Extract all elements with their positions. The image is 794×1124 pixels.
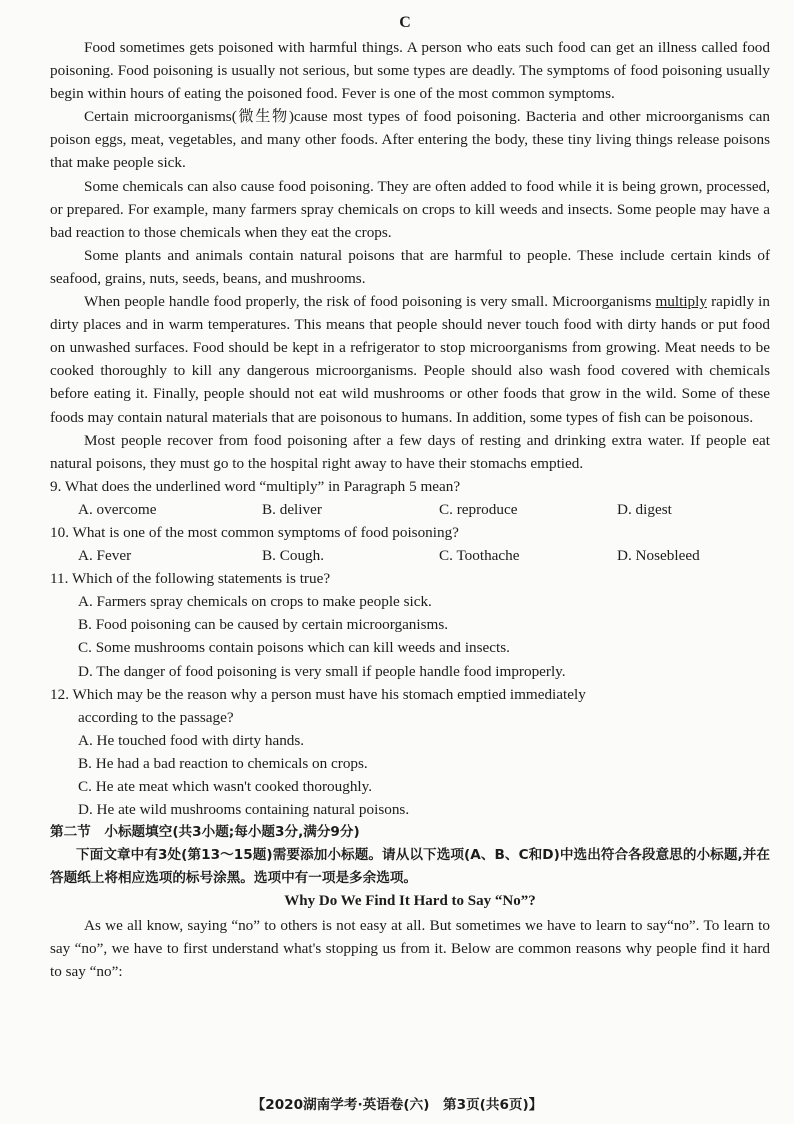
passage-paragraph-3: Some chemicals can also cause food poisoning. They are often added to food while it is being grown, processed, or prepared. For example, many farmers spray chemicals on crops to kill weeds and insects. Some people may have a bad reaction to those chemicals when they eat the crops. (50, 177, 770, 241)
section-2-heading: 第二节 小标题填空(共3小题;每小题3分,满分9分) (50, 824, 360, 841)
option-d: D. He ate wild mushrooms containing natural poisons. (78, 801, 410, 819)
paragraph-5-text-before: When people handle food properly, the risk of food poisoning is very small. Microorganisms (84, 293, 656, 311)
question-stem: 10. What is one of the most common symptoms of food poisoning? (50, 523, 459, 541)
option-a: A. overcome (78, 500, 157, 518)
option-b: B. He had a bad reaction to chemicals on crops. (78, 754, 368, 772)
option-b: B. Cough. (262, 547, 325, 565)
option-b: B. Food poisoning can be caused by certain microorganisms. (78, 616, 449, 634)
passage-paragraph-6: Most people recover from food poisoning after a few days of resting and drinking extra water. If people eat natural poisons, they must go to the hospital right away to have their stomachs emptied. (50, 431, 770, 472)
passage-paragraph-1: Food sometimes gets poisoned with harmful things. A person who eats such food can get an illness called food poisoning. Food poisoning is usually not serious, but some types are deadly. The symptoms of food poisoning usually begin within hours of eating the poisoned food. Fever is one of the most common symptoms. (50, 39, 770, 103)
option-a: A. Farmers spray chemicals on crops to make people sick. (78, 593, 432, 611)
passage-paragraph-5 (50, 290, 770, 429)
passage-paragraph-2: Certain microorganisms(微生物)cause most types of food poisoning. Bacteria and other microorganisms can poison eggs, meat, vegetables, and many other foods. After entering the body, these tiny living things release poisons that make people sick. (50, 108, 770, 172)
question-options (50, 544, 770, 567)
option-a: A. Fever (78, 547, 132, 565)
question-9 (50, 475, 770, 521)
option-d: D. Nosebleed (617, 547, 700, 565)
option-a: A. He touched food with dirty hands. (78, 731, 305, 749)
passage-letter-heading: C (399, 14, 411, 31)
question-options (50, 498, 770, 521)
option-d: D. The danger of food poisoning is very small if people handle food improperly. (78, 662, 566, 680)
question-12 (50, 683, 770, 822)
section-2-passage-title: Why Do We Find It Hard to Say “No”? (284, 893, 536, 910)
question-11 (50, 567, 770, 682)
option-d: D. digest (617, 500, 672, 518)
paragraph-5-text-after: rapidly in dirty places and in warm temperatures. This means that people should never touch food with dirty hands or put food on unwashed surfaces. Food should be kept in a refrigerator to stop microorganisms from growing. Meat needs to be cooked thoroughly to kill any dangerous microorganisms. People should also wash food covered with chemicals before eating it. Finally, people should not eat wild mushrooms or other foods that grow in the wild. Some of these foods may contain natural materials that are poisonous to humans. In addition, some types of fish can be poisonous. (50, 293, 770, 426)
question-10 (50, 521, 770, 567)
question-stem: 9. What does the underlined word “multiply” in Paragraph 5 mean? (50, 477, 461, 495)
passage-paragraph-4: Some plants and animals contain natural poisons that are harmful to people. These include certain kinds of seafood, grains, nuts, seeds, beans, and mushrooms. (50, 246, 770, 287)
option-c: C. He ate meat which wasn't cooked thoroughly. (78, 778, 373, 795)
question-stem-continued: according to the passage? (78, 708, 234, 726)
option-c: C. Some mushrooms contain poisons which can kill weeds and insects. (78, 639, 510, 657)
section-2-instructions: 下面文章中有3处(第13～15题)需要添加小标题。请从以下选项(A、B、C和D)中选出符合各段意思的小标题,并在答题纸上将相应选项的标号涂黑。选项中有一项是多余选项。 (50, 847, 770, 887)
question-stem: 12. Which may be the reason why a person must have his stomach emptied immediately (50, 685, 586, 703)
option-c: C. reproduce (439, 500, 518, 518)
section-2-intro-paragraph: As we all know, saying “no” to others is not easy at all. But sometimes we have to learn to say“no”. To learn to say “no”, we have to first understand what's stopping us from it. Below are common reasons why people find it hard to say “no”: (50, 916, 770, 980)
option-b: B. deliver (262, 500, 322, 518)
question-stem: 11. Which of the following statements is true? (50, 570, 331, 588)
underlined-word: multiply (655, 293, 707, 311)
page-footer: 【2020湖南学考·英语卷(六) 第3页(共6页)】 (251, 1097, 543, 1113)
option-c: C. Toothache (439, 547, 520, 565)
